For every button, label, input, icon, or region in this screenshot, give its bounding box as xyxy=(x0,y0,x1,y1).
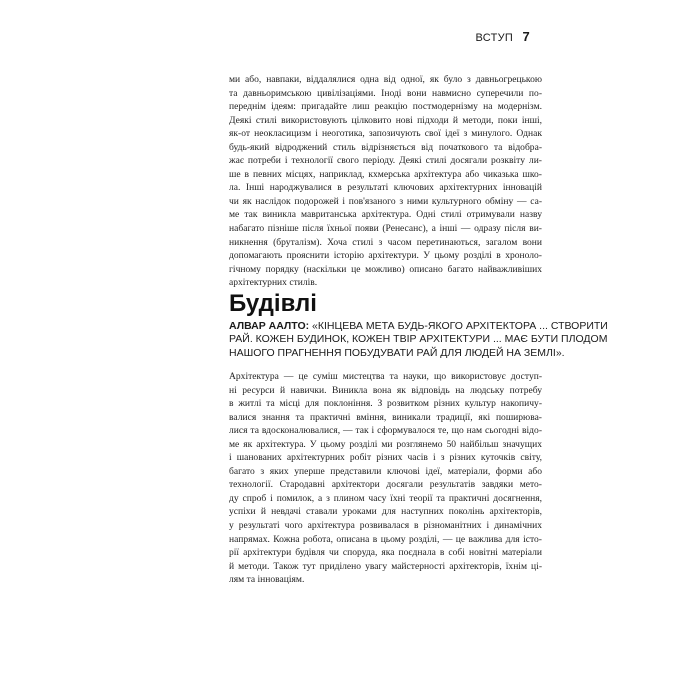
intro-line: гічному порядку (наскільки це можливо) описано багато найважливіших xyxy=(229,263,542,275)
quote-line: «КІНЦЕВА МЕТА БУДЬ-ЯКОГО АРХІТЕКТОРА ... СТВОРИТИ xyxy=(312,320,608,332)
intro-line: будь-який відроджений стиль відрізняється від початкового та відобра- xyxy=(229,141,542,153)
intro-line: допомагають прояснити історію архітектури. У цьому розділі в хроноло- xyxy=(229,250,542,262)
main-line: багато з яких уперше представили ключові ідеї, матеріали, форми або xyxy=(229,465,542,477)
intro-line: переднім ідеям: пригадайте лиш реакцію постмодернізму на модернізм. xyxy=(229,101,542,113)
quote-author: АЛВАР ААЛТО: xyxy=(229,320,310,332)
main-line: технології. Стародавні архітектори досягали результатів завдяки мето- xyxy=(229,479,542,491)
quote-line: НАШОГО ПРАГНЕННЯ ПОБУДУВАТИ РАЙ ДЛЯ ЛЮДЕЙ НА ЗЕМЛІ». xyxy=(229,346,565,359)
main-line: і шанованих архітектурних робіт різних часів і з різних куточків світу, xyxy=(229,452,542,464)
main-line: лися та вдосконалювалися, — так і сформувалося те, що нам сьогодні відо- xyxy=(229,425,542,437)
section-heading: Будівлі xyxy=(229,290,317,317)
intro-line: та давньоримською цивілізаціями. Іноді вони навмисно суперечили по- xyxy=(229,87,542,99)
main-line: лям та інноваціям. xyxy=(229,574,305,586)
main-line: ду спроб і помилок, а з плином часу їхні теорії та практичні досягнення, xyxy=(229,492,542,504)
running-header xyxy=(475,29,530,44)
intro-line: никнення (бруталізм). Хоча стилі з часом перетинаються, загалом вони xyxy=(229,236,542,248)
main-line: валися знання та практичні вміння, виникали традиції, які поширюва- xyxy=(229,411,542,423)
main-paragraph xyxy=(229,370,542,587)
intro-line: Деякі стилі використовують цілковито нові підходи й методи, поки інші, xyxy=(229,114,542,126)
intro-paragraph xyxy=(229,73,542,290)
main-line: в житлі та місці для поклоніння. З розвитком різних культур накопичу- xyxy=(229,398,542,410)
epigraph-quote xyxy=(229,320,608,360)
intro-line: як-от неокласицизм і неоготика, запозичують свої ідеї з минулого. Однак xyxy=(229,128,542,140)
main-line: й методи. Також тут приділено увагу майстерності архітекторів, їхнім ці- xyxy=(229,560,542,572)
intro-line: жає потреби і технології свого періоду. Деякі стилі досягали розквіту ли- xyxy=(229,155,542,167)
intro-line: архітектурних стилів. xyxy=(229,277,318,289)
quote-line: РАЙ. КОЖЕН БУДИНОК, КОЖЕН ТВІР АРХІТЕКТУРИ ... МАЄ БУТИ ПЛОДОМ xyxy=(229,333,608,346)
main-line: рії архітектури будівля чи споруда, яка поєднала в собі новітні матеріали xyxy=(229,547,542,559)
intro-line: ме так виникла мавританська архітектура. Одні стилі отримували назву xyxy=(229,209,542,221)
intro-line: ше в певних місцях, наприклад, кхмерська архітектура або чиказька шко- xyxy=(229,168,542,180)
section-label: ВСТУП xyxy=(475,32,514,44)
main-line: ні ресурси й навички. Виникла вона як відповідь на людську потребу xyxy=(229,384,542,396)
intro-line: чи як наслідок подорожей і пов'язаного з ними культурного обміну — са- xyxy=(229,195,542,207)
main-line: успіхи й невдачі ставали уроками для наступних поколінь архітекторів, xyxy=(229,506,542,518)
page-number: 7 xyxy=(522,29,530,44)
main-line: напрямах. Кожна робота, описана в цьому розділі, — це важлива для істо- xyxy=(229,533,542,545)
main-line: у результаті чого архітектура розвивалася в різноманітних і динамічних xyxy=(229,520,542,532)
main-line: ме як архітектура. У цьому розділі ми розглянемо 50 найбільш значущих xyxy=(229,438,542,450)
intro-line: набагато пізніше після їхньої появи (Ренесанс), а інші — одразу після ви- xyxy=(229,223,542,235)
intro-line: ла. Інші народжувалися в результаті ключових архітектурних інновацій xyxy=(229,182,542,194)
intro-line: ми або, навпаки, віддалялися одна від одної, як було з давньогрецькою xyxy=(229,74,542,85)
main-line: Архітектура — це суміш мистецтва та науки, що використовує доступ- xyxy=(229,371,542,382)
